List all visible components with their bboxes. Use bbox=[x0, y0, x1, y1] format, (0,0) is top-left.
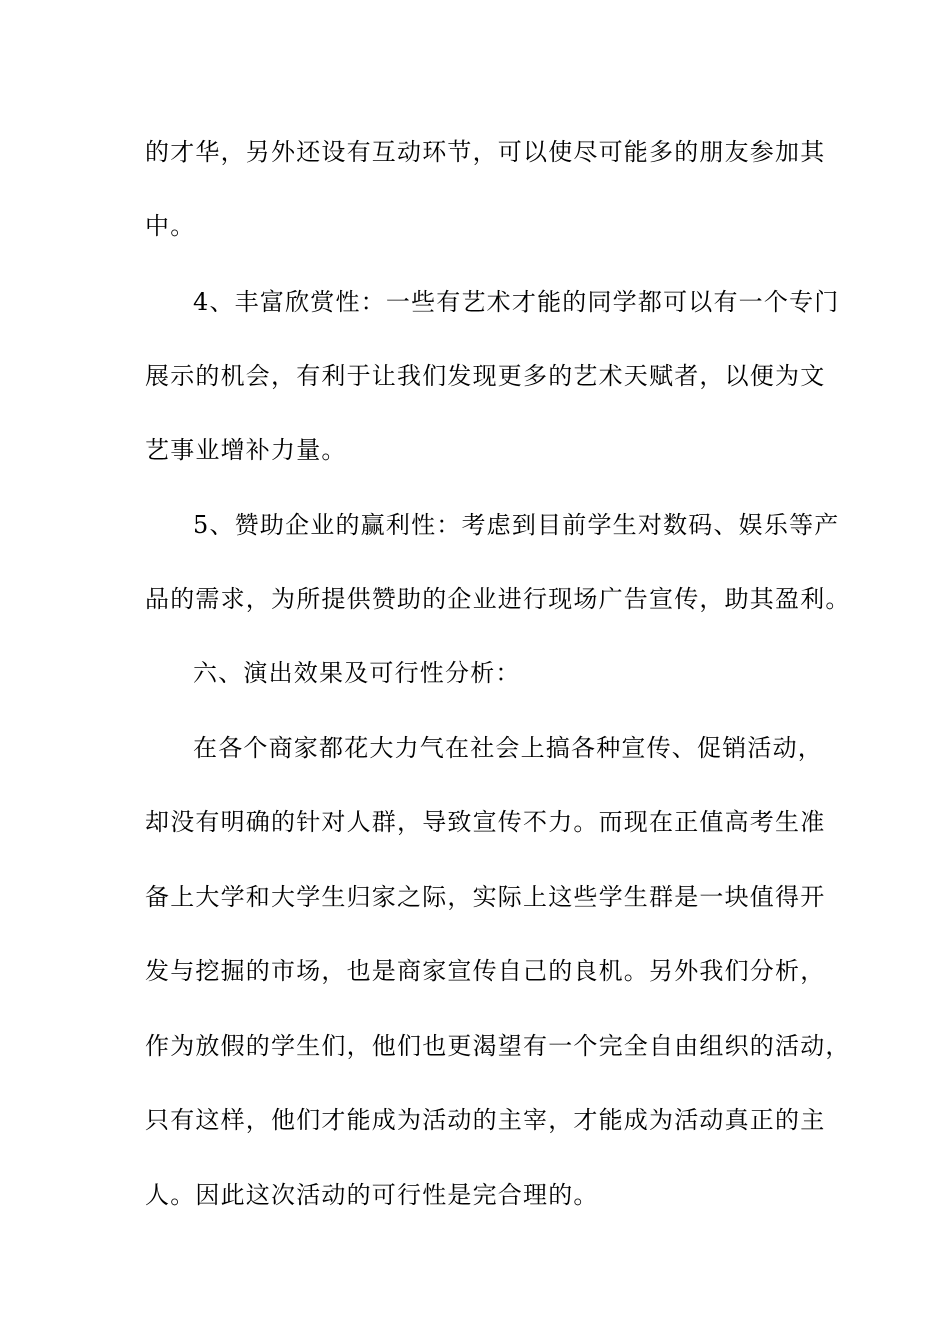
paragraph-line: 在各个商家都花大力气在社会上搞各种宣传、促销活动， bbox=[193, 734, 823, 762]
section-heading: 六、演出效果及可行性分析： bbox=[193, 659, 521, 687]
paragraph-line: 的才华，另外还设有互动环节，可以使尽可能多的朋友参加其 bbox=[145, 138, 826, 166]
paragraph-line: 发与挖掘的市场，也是商家宣传自己的良机。另外我们分析， bbox=[145, 957, 826, 985]
paragraph-line: 人。因此这次活动的可行性是完合理的。 bbox=[145, 1181, 599, 1209]
paragraph-line: 4、丰富欣赏性：一些有艺术才能的同学都可以有一个专门 bbox=[193, 288, 840, 316]
paragraph-line: 备上大学和大学生归家之际，实际上这些学生群是一块值得开 bbox=[145, 883, 826, 911]
paragraph-line: 品的需求，为所提供赞助的企业进行现场广告宣传，助其盈利。 bbox=[145, 585, 851, 613]
paragraph-line: 中。 bbox=[145, 212, 196, 240]
paragraph-line: 作为放假的学生们，他们也更渴望有一个完全自由组织的活动， bbox=[145, 1032, 851, 1060]
paragraph-line: 只有这样，他们才能成为活动的主宰，才能成为活动真正的主 bbox=[145, 1106, 826, 1134]
paragraph-line: 艺事业增补力量。 bbox=[145, 436, 347, 464]
paragraph-line: 5、赞助企业的赢利性：考虑到目前学生对数码、娱乐等产 bbox=[193, 511, 840, 539]
paragraph-line: 展示的机会，有利于让我们发现更多的艺术天赋者，以便为文 bbox=[145, 362, 826, 390]
paragraph-line: 却没有明确的针对人群，导致宣传不力。而现在正值高考生准 bbox=[145, 808, 826, 836]
